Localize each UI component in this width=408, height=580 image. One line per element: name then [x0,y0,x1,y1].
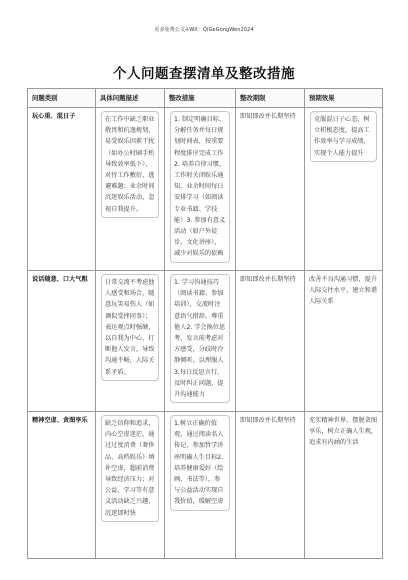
column-header-measures: 整改措施 [165,89,236,108]
measures-text: 1. 学习沟通技巧（阅读书籍、参加培训），交流时注意语气措辞，尊重他人2. 学会换位思考，发言前考虑对方感受，分歧时冷静倾听，以理服人3.每日反思言行，及时纠正问题，提升沟通能力 [170,274,230,403]
table-row [28,271,383,412]
deadline-cell: 即知即改并长期坚持 [236,412,305,559]
measures-text: 1. 制定明确目标，分解任务并每日规划时间表，按重要程度排序完成工作2. 培养自律习惯，工作时关闭娱乐通知，业余时间每日安排学习（如阅读专业书籍、学技能）3. 参加有意义活动（如户外徒步、文化讲座），减少对娱乐的依赖 [170,111,230,263]
effect-text: 克服混日子心态，树立积极态度，提高工作效率与学习成绩，实现个人能力提升 [310,111,377,162]
document-title: 个人问题查摆清单及整改措施 [113,66,295,82]
effect-cell [305,108,383,271]
description-text: 在工作中缺乏职业敬畏和抗逸规划，易受娱乐因素干扰（如办公时刷手机导致效率低下），对待工作敷衍、逃避难题；业余时间沉迷娱乐活动，忽视自我提升。 [101,111,159,218]
measures-cell [165,108,236,271]
category-cell: 说话随意、口大气粗 [28,271,96,412]
column-header-effect: 预期效果 [305,89,383,108]
category-cell: 精神空虚、贪图享乐 [28,412,96,559]
column-header-category: 问题类别 [28,89,96,108]
column-header-deadline: 整改期限 [236,89,305,108]
description-cell [96,271,165,412]
table-row [28,412,383,559]
column-header-description: 具体问题描述 [96,89,165,108]
effect-cell: 充实精神世界，摆脱贪图享乐，树立正确人生观，追求有内涵的生活 [305,412,383,559]
description-cell [96,412,165,559]
table-row [28,108,383,271]
description-text: 日常交流不考虑他人感受和场合，随意玩笑易伤人（如调侃受挫同事）；表达观点时强硬，以自我为中心，打断他人发言，导致沟通不畅，人际关系矛盾。 [101,274,159,381]
description-text: 缺乏信仰和追求，内心空虚迷茫，通过过度消费（奢侈品、高档娱乐）填补空虚，超前消费导致经济压力；对公益、学习等有意义活动缺乏兴趣，沉迷即时快 [101,415,159,522]
category-cell: 玩心重、混日子 [28,108,96,271]
deadline-cell: 即知即改并长期坚持 [236,271,305,412]
table-header-row [28,89,383,108]
description-cell [96,108,165,271]
measures-cell [165,271,236,412]
header-note: 更多免费公文+WX：QiGeGongWen2024 [154,27,254,33]
deadline-cell: 即知即改并长期坚持 [236,108,305,271]
effect-cell: 改善不良沟通习惯，提升人际交往水平，建立和谐人际关系 [305,271,383,412]
issues-table [27,88,383,559]
measures-text: 1.树立正确价值观，通过阅读名人传记、参加哲学讲座明确人生目标2. 培养健康爱好（绘画、书法等），参与公益活动实现自我价值，缓解空虚 [170,415,230,511]
measures-cell [165,412,236,559]
